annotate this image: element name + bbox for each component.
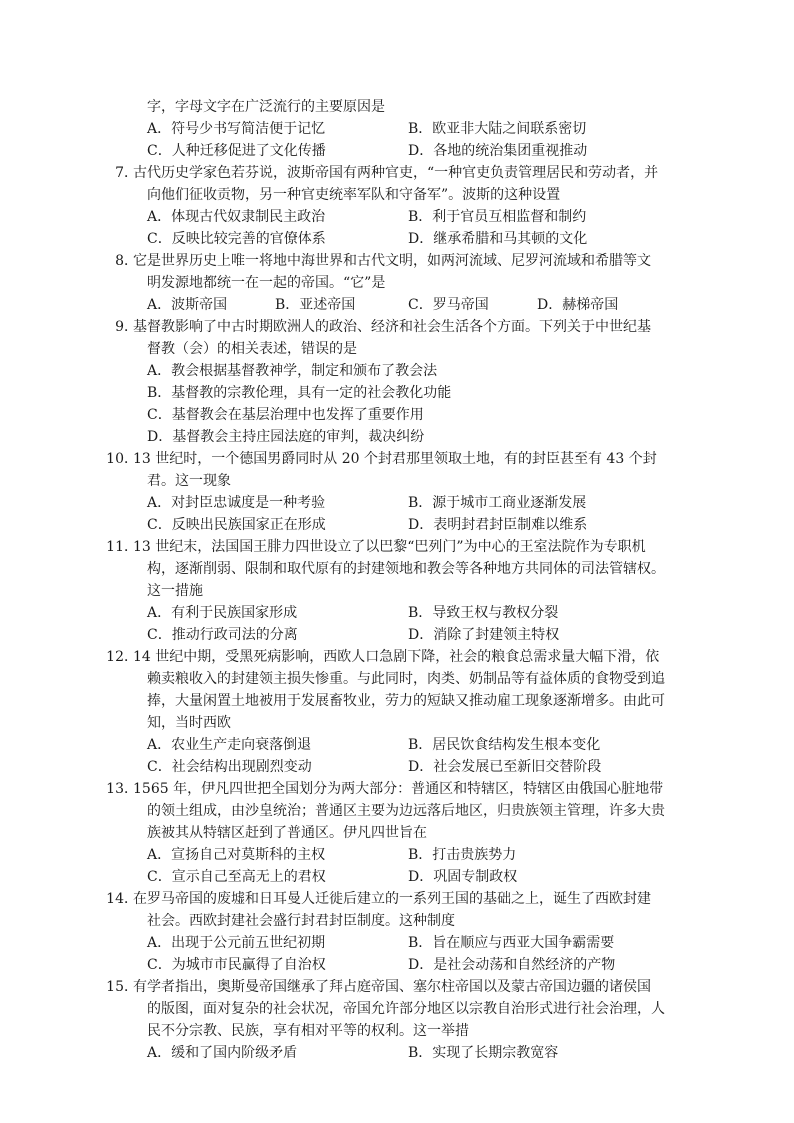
option-d: D．继承希腊和马其顿的文化 (408, 231, 588, 247)
question-number: 10． (106, 451, 138, 467)
question-stem-line: 古代历史学家色若芬说，波斯帝国有两种官吏，“一种官吏负责管理居民和劳动者，并 (133, 165, 659, 181)
option-c: C．基督教会在基层治理中也发挥了重要作用 (147, 407, 424, 423)
question-stem-line: 14 世纪中期，受黑死病影响，西欧人口急剧下降，社会的粮食总需求量大幅下滑，依 (133, 649, 660, 665)
question-stem-line: 1565 年，伊凡四世把全国划分为两大部分：普通区和特辖区，特辖区由俄国心脏地带 (133, 781, 664, 797)
question-stem-line: 在罗马帝国的废墟和日耳曼人迁徙后建立的一系列王国的基础之上，诞生了西欧封建 (133, 891, 651, 907)
option-a: A．符号少书写简洁便于记忆 (147, 121, 326, 137)
question-stem-line: 字，字母文字在广泛流行的主要原因是 (147, 99, 385, 115)
question-stem-line: 督教（会）的相关表述，错误的是 (147, 341, 357, 357)
option-c: C．反映出民族国家正在形成 (147, 517, 326, 533)
option-b: B．亚述帝国 (275, 297, 356, 313)
question-stem-line: 赖卖粮收入的封建领主损失惨重。与此同时，肉类、奶制品等有益体质的食物受到追 (147, 671, 665, 687)
question-number: 15． (106, 979, 138, 995)
question-number: 14． (106, 891, 138, 907)
question-stem-line: 基督教影响了中古时期欧洲人的政治、经济和社会生活各个方面。下列关于中世纪基 (133, 319, 651, 335)
question-number: 8． (115, 253, 138, 269)
option-a: A．波斯帝国 (147, 297, 228, 313)
question-number: 12． (106, 649, 138, 665)
option-d: D．表明封君封臣制难以维系 (408, 517, 588, 533)
option-a: A．宣扬自己对莫斯科的主权 (147, 847, 326, 863)
option-d: D．赫梯帝国 (537, 297, 619, 313)
option-a: A．教会根据基督教神学，制定和颁布了教会法 (147, 363, 438, 379)
question-stem-line: 族被其从特辖区赶到了普通区。伊凡四世旨在 (147, 825, 427, 841)
question-stem-line: 的领土组成，由沙皇统治；普通区主要为边远落后地区，归贵族领主管理，许多大贵 (147, 803, 665, 819)
question-stem-line: 它是世界历史上唯一将地中海世界和古代文明，如两河流域、尼罗河流域和希腊等文 (133, 253, 651, 269)
option-a: A．缓和了国内阶级矛盾 (147, 1045, 298, 1061)
option-b: B．基督教的宗教伦理，具有一定的社会教化功能 (147, 385, 452, 401)
option-d: D．巩固专制政权 (408, 869, 518, 885)
option-d: D．基督教会主持庄园法庭的审判，裁决纠纷 (147, 429, 425, 445)
question-stem-line: 构，逐渐削弱、限制和取代原有的封建领地和教会等各种地方共同体的司法管辖权。 (147, 561, 665, 577)
question-stem-line: 明发源地都统一在一起的帝国。“它”是 (147, 275, 386, 291)
option-c: C．推动行政司法的分离 (147, 627, 298, 643)
option-a: A．对封臣忠诚度是一种考验 (147, 495, 326, 511)
question-stem-line: 民不分宗教、民族，享有相对平等的权利。这一举措 (147, 1023, 469, 1039)
question-stem-line: 社会。西欧封建社会盛行封君封臣制度。这种制度 (147, 913, 455, 929)
option-d: D．是社会动荡和自然经济的产物 (408, 957, 616, 973)
option-d: D．消除了封建领主特权 (408, 627, 560, 643)
option-a: A．出现于公元前五世纪初期 (147, 935, 326, 951)
question-number: 9． (115, 319, 138, 335)
option-c: C．为城市市民赢得了自治权 (147, 957, 326, 973)
option-c: C．罗马帝国 (408, 297, 489, 313)
question-stem-line: 有学者指出，奥斯曼帝国继承了拜占庭帝国、塞尔柱帝国以及蒙古帝国边疆的诸侯国 (133, 979, 651, 995)
option-d: D．社会发展已至新旧交替阶段 (408, 759, 602, 775)
option-c: C．人种迁移促进了文化传播 (147, 143, 326, 159)
question-number: 13． (106, 781, 138, 797)
option-b: B．欧亚非大陆之间联系密切 (408, 121, 587, 137)
option-c: C．反映比较完善的官僚体系 (147, 231, 326, 247)
option-b: B．打击贵族势力 (408, 847, 517, 863)
option-b: B．旨在顺应与西亚大国争霸需要 (408, 935, 615, 951)
question-stem-line: 的版图，面对复杂的社会状况，帝国允许部分地区以宗教自治形式进行社会治理，人 (147, 1001, 665, 1017)
question-number: 7． (115, 165, 138, 181)
question-stem-line: 这一措施 (147, 583, 203, 599)
option-c: C．宣示自己至高无上的君权 (147, 869, 326, 885)
question-stem-line: 13 世纪末，法国国王腓力四世设立了以巴黎“巴列门”为中心的王室法院作为专职机 (133, 539, 646, 555)
question-stem-line: 向他们征收贡物，另一种官吏统率军队和守备军”。波斯的这种设置 (147, 187, 561, 203)
option-a: A．农业生产走向衰落倒退 (147, 737, 312, 753)
option-d: D．各地的统治集团重视推动 (408, 143, 588, 159)
question-stem-line: 捧，大量闲置土地被用于发展畜牧业，劳力的短缺又推动雇工现象逐渐增多。由此可 (147, 693, 665, 709)
question-stem-line: 知，当时西欧 (147, 715, 231, 731)
question-stem-line: 君。这一现象 (147, 473, 231, 489)
option-b: B．源于城市工商业逐渐发展 (408, 495, 587, 511)
option-b: B．利于官员互相监督和制约 (408, 209, 587, 225)
question-number: 11． (106, 539, 138, 555)
option-a: A．体现古代奴隶制民主政治 (147, 209, 326, 225)
option-a: A．有利于民族国家形成 (147, 605, 298, 621)
question-stem-line: 13 世纪时，一个德国男爵同时从 20 个封君那里领取土地，有的封臣甚至有 43 个封 (133, 451, 657, 467)
option-b: B．导致王权与教权分裂 (408, 605, 559, 621)
option-c: C．社会结构出现剧烈变动 (147, 759, 312, 775)
option-b: B．居民饮食结构发生根本变化 (408, 737, 601, 753)
option-b: B．实现了长期宗教宽容 (408, 1045, 559, 1061)
